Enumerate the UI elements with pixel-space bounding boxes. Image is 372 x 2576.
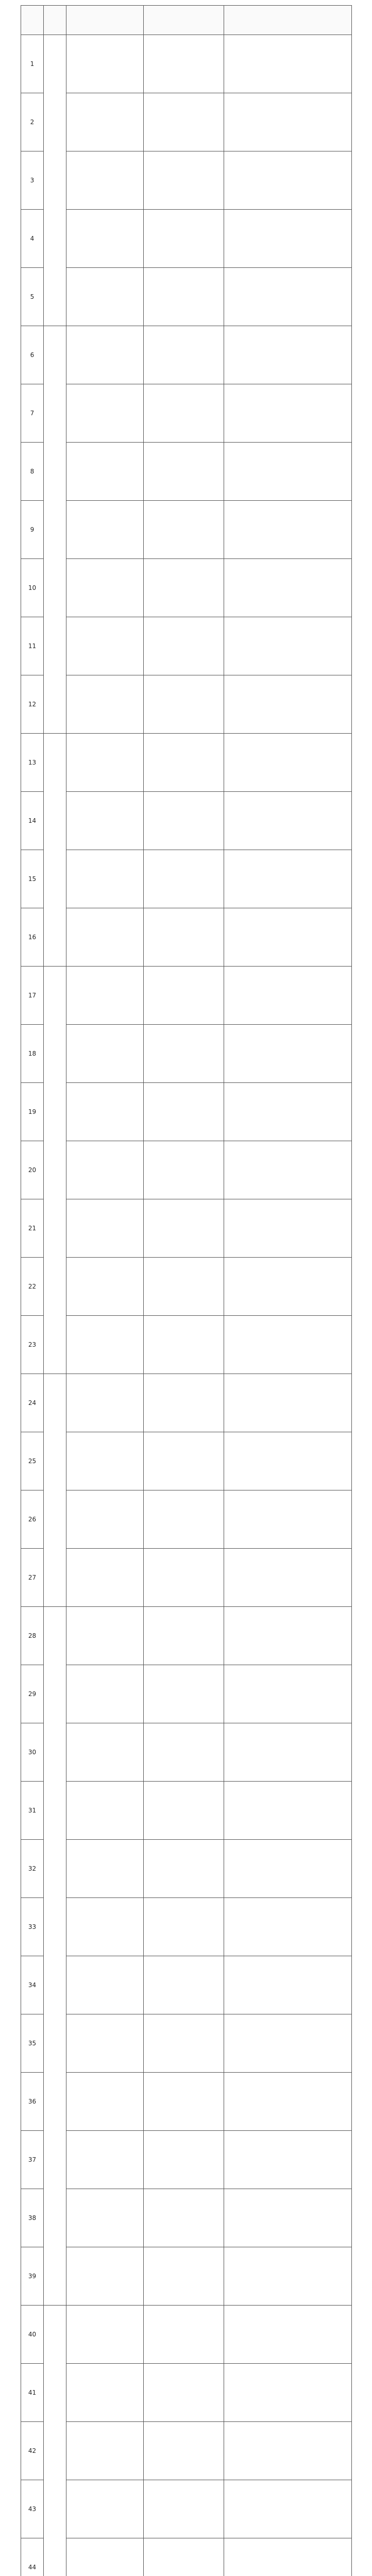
address-cell (224, 2538, 352, 2576)
developer-cell (144, 1898, 224, 1956)
developer-cell (144, 1607, 224, 1665)
developer-cell (144, 93, 224, 151)
project-name-cell (66, 1723, 144, 1782)
region-cell (44, 326, 66, 734)
table-row (21, 1956, 352, 2014)
project-name-cell (66, 2247, 144, 2306)
row-number: 9 (21, 501, 44, 559)
project-name-cell (66, 268, 144, 326)
address-cell (224, 2189, 352, 2247)
row-number: 39 (21, 2247, 44, 2306)
table-body (21, 35, 352, 2576)
table-row (21, 734, 352, 792)
project-name-cell (66, 1665, 144, 1723)
table-row (21, 1723, 352, 1782)
table-row (21, 1432, 352, 1490)
row-number: 16 (21, 908, 44, 967)
project-name-cell (66, 501, 144, 559)
table-row (21, 2364, 352, 2422)
address-cell (224, 1141, 352, 1199)
row-number: 33 (21, 1898, 44, 1956)
header-region (44, 6, 66, 35)
table-row (21, 1782, 352, 1840)
address-cell (224, 2422, 352, 2480)
address-cell (224, 1665, 352, 1723)
row-number: 19 (21, 1083, 44, 1141)
table-row (21, 2131, 352, 2189)
project-table (21, 5, 352, 2576)
developer-cell (144, 1956, 224, 2014)
project-name-cell (66, 675, 144, 734)
table-row (21, 268, 352, 326)
developer-cell (144, 1723, 224, 1782)
row-number: 42 (21, 2422, 44, 2480)
header-address (224, 6, 352, 35)
project-name-cell (66, 1607, 144, 1665)
developer-cell (144, 675, 224, 734)
row-number: 22 (21, 1258, 44, 1316)
address-cell (224, 1316, 352, 1374)
row-number: 6 (21, 326, 44, 384)
project-name-cell (66, 850, 144, 908)
address-cell (224, 617, 352, 675)
region-cell (44, 35, 66, 326)
address-cell (224, 151, 352, 210)
address-cell (224, 1490, 352, 1549)
table-row (21, 2480, 352, 2538)
address-cell (224, 1723, 352, 1782)
developer-cell (144, 1199, 224, 1258)
address-cell (224, 1083, 352, 1141)
table-row (21, 2189, 352, 2247)
address-cell (224, 850, 352, 908)
project-name-cell (66, 1898, 144, 1956)
project-name-cell (66, 1025, 144, 1083)
address-cell (224, 1607, 352, 1665)
project-name-cell (66, 151, 144, 210)
row-number: 29 (21, 1665, 44, 1723)
developer-cell (144, 326, 224, 384)
table-row (21, 1665, 352, 1723)
address-cell (224, 1025, 352, 1083)
project-name-cell (66, 2073, 144, 2131)
table-row (21, 2538, 352, 2576)
project-name-cell (66, 1490, 144, 1549)
table-row (21, 1141, 352, 1199)
address-cell (224, 2073, 352, 2131)
developer-cell (144, 1665, 224, 1723)
table-row (21, 1898, 352, 1956)
table-row (21, 2306, 352, 2364)
address-cell (224, 1199, 352, 1258)
project-name-cell (66, 559, 144, 617)
address-cell (224, 384, 352, 443)
address-cell (224, 2247, 352, 2306)
developer-cell (144, 2073, 224, 2131)
project-name-cell (66, 2131, 144, 2189)
developer-cell (144, 501, 224, 559)
row-number: 5 (21, 268, 44, 326)
row-number: 3 (21, 151, 44, 210)
table-row (21, 850, 352, 908)
row-number: 43 (21, 2480, 44, 2538)
address-cell (224, 35, 352, 93)
project-name-cell (66, 35, 144, 93)
project-name-cell (66, 1083, 144, 1141)
project-name-cell (66, 384, 144, 443)
developer-cell (144, 384, 224, 443)
table-row (21, 93, 352, 151)
table-row (21, 35, 352, 93)
row-number: 44 (21, 2538, 44, 2576)
table-header-row (21, 6, 352, 35)
address-cell (224, 1956, 352, 2014)
developer-cell (144, 2364, 224, 2422)
address-cell (224, 501, 352, 559)
row-number: 7 (21, 384, 44, 443)
row-number: 24 (21, 1374, 44, 1432)
row-number: 15 (21, 850, 44, 908)
developer-cell (144, 2014, 224, 2073)
address-cell (224, 792, 352, 850)
project-name-cell (66, 93, 144, 151)
developer-cell (144, 2189, 224, 2247)
row-number: 25 (21, 1432, 44, 1490)
developer-cell (144, 2538, 224, 2576)
address-cell (224, 2306, 352, 2364)
project-name-cell (66, 2422, 144, 2480)
row-number: 41 (21, 2364, 44, 2422)
table-row (21, 1316, 352, 1374)
address-cell (224, 1840, 352, 1898)
row-number: 27 (21, 1549, 44, 1607)
table-row (21, 675, 352, 734)
developer-cell (144, 2131, 224, 2189)
region-cell (44, 2306, 66, 2576)
developer-cell (144, 2247, 224, 2306)
row-number: 17 (21, 967, 44, 1025)
address-cell (224, 1782, 352, 1840)
developer-cell (144, 1490, 224, 1549)
table-row (21, 1490, 352, 1549)
developer-cell (144, 1840, 224, 1898)
project-name-cell (66, 908, 144, 967)
table-row (21, 326, 352, 384)
row-number: 34 (21, 1956, 44, 2014)
developer-cell (144, 792, 224, 850)
row-number: 28 (21, 1607, 44, 1665)
project-name-cell (66, 326, 144, 384)
developer-cell (144, 617, 224, 675)
table-row (21, 2073, 352, 2131)
developer-cell (144, 443, 224, 501)
table-row (21, 1374, 352, 1432)
project-name-cell (66, 210, 144, 268)
project-name-cell (66, 1374, 144, 1432)
table-row (21, 443, 352, 501)
developer-cell (144, 1782, 224, 1840)
project-name-cell (66, 1782, 144, 1840)
row-number: 37 (21, 2131, 44, 2189)
region-cell (44, 734, 66, 967)
address-cell (224, 268, 352, 326)
header-project-name (66, 6, 144, 35)
table-row (21, 210, 352, 268)
table-row (21, 1840, 352, 1898)
row-number: 35 (21, 2014, 44, 2073)
table-row (21, 384, 352, 443)
developer-cell (144, 1316, 224, 1374)
developer-cell (144, 1432, 224, 1490)
developer-cell (144, 1025, 224, 1083)
developer-cell (144, 734, 224, 792)
address-cell (224, 326, 352, 384)
address-cell (224, 734, 352, 792)
address-cell (224, 967, 352, 1025)
row-number: 1 (21, 35, 44, 93)
project-name-cell (66, 1258, 144, 1316)
address-cell (224, 1374, 352, 1432)
row-number: 13 (21, 734, 44, 792)
project-name-cell (66, 2538, 144, 2576)
row-number: 20 (21, 1141, 44, 1199)
project-name-cell (66, 1549, 144, 1607)
row-number: 31 (21, 1782, 44, 1840)
row-number: 18 (21, 1025, 44, 1083)
header-number (21, 6, 44, 35)
row-number: 11 (21, 617, 44, 675)
developer-cell (144, 2306, 224, 2364)
project-name-cell (66, 2480, 144, 2538)
row-number: 14 (21, 792, 44, 850)
row-number: 26 (21, 1490, 44, 1549)
table-row (21, 1549, 352, 1607)
table-row (21, 1199, 352, 1258)
row-number: 10 (21, 559, 44, 617)
table-row (21, 792, 352, 850)
project-name-cell (66, 792, 144, 850)
address-cell (224, 443, 352, 501)
developer-cell (144, 1141, 224, 1199)
address-cell (224, 210, 352, 268)
developer-cell (144, 210, 224, 268)
row-number: 30 (21, 1723, 44, 1782)
developer-cell (144, 1549, 224, 1607)
address-cell (224, 908, 352, 967)
row-number: 4 (21, 210, 44, 268)
table-row (21, 1607, 352, 1665)
table-row (21, 151, 352, 210)
table-row (21, 967, 352, 1025)
address-cell (224, 93, 352, 151)
project-name-cell (66, 2364, 144, 2422)
address-cell (224, 2480, 352, 2538)
project-name-cell (66, 2014, 144, 2073)
project-name-cell (66, 734, 144, 792)
project-name-cell (66, 1316, 144, 1374)
project-name-cell (66, 1956, 144, 2014)
table-row (21, 501, 352, 559)
table-row (21, 2014, 352, 2073)
address-cell (224, 1432, 352, 1490)
table-row (21, 1083, 352, 1141)
region-cell (44, 1607, 66, 2306)
row-number: 8 (21, 443, 44, 501)
project-name-cell (66, 1141, 144, 1199)
developer-cell (144, 35, 224, 93)
table-row (21, 617, 352, 675)
project-name-cell (66, 443, 144, 501)
table-row (21, 1025, 352, 1083)
developer-cell (144, 268, 224, 326)
developer-cell (144, 2422, 224, 2480)
developer-cell (144, 967, 224, 1025)
project-name-cell (66, 1199, 144, 1258)
address-cell (224, 1258, 352, 1316)
developer-cell (144, 1083, 224, 1141)
address-cell (224, 1549, 352, 1607)
address-cell (224, 2364, 352, 2422)
project-name-cell (66, 2189, 144, 2247)
developer-cell (144, 1374, 224, 1432)
project-name-cell (66, 967, 144, 1025)
developer-cell (144, 2480, 224, 2538)
address-cell (224, 2131, 352, 2189)
developer-cell (144, 1258, 224, 1316)
address-cell (224, 559, 352, 617)
table-row (21, 908, 352, 967)
region-cell (44, 1374, 66, 1607)
table-row (21, 2247, 352, 2306)
address-cell (224, 675, 352, 734)
row-number: 38 (21, 2189, 44, 2247)
developer-cell (144, 850, 224, 908)
table-row (21, 1258, 352, 1316)
table-row (21, 559, 352, 617)
row-number: 12 (21, 675, 44, 734)
project-name-cell (66, 2306, 144, 2364)
project-name-cell (66, 1432, 144, 1490)
address-cell (224, 1898, 352, 1956)
header-developer (144, 6, 224, 35)
row-number: 21 (21, 1199, 44, 1258)
row-number: 40 (21, 2306, 44, 2364)
developer-cell (144, 559, 224, 617)
address-cell (224, 2014, 352, 2073)
row-number: 23 (21, 1316, 44, 1374)
row-number: 36 (21, 2073, 44, 2131)
project-name-cell (66, 617, 144, 675)
region-cell (44, 967, 66, 1374)
row-number: 2 (21, 93, 44, 151)
project-name-cell (66, 1840, 144, 1898)
table-row (21, 2422, 352, 2480)
developer-cell (144, 908, 224, 967)
row-number: 32 (21, 1840, 44, 1898)
developer-cell (144, 151, 224, 210)
